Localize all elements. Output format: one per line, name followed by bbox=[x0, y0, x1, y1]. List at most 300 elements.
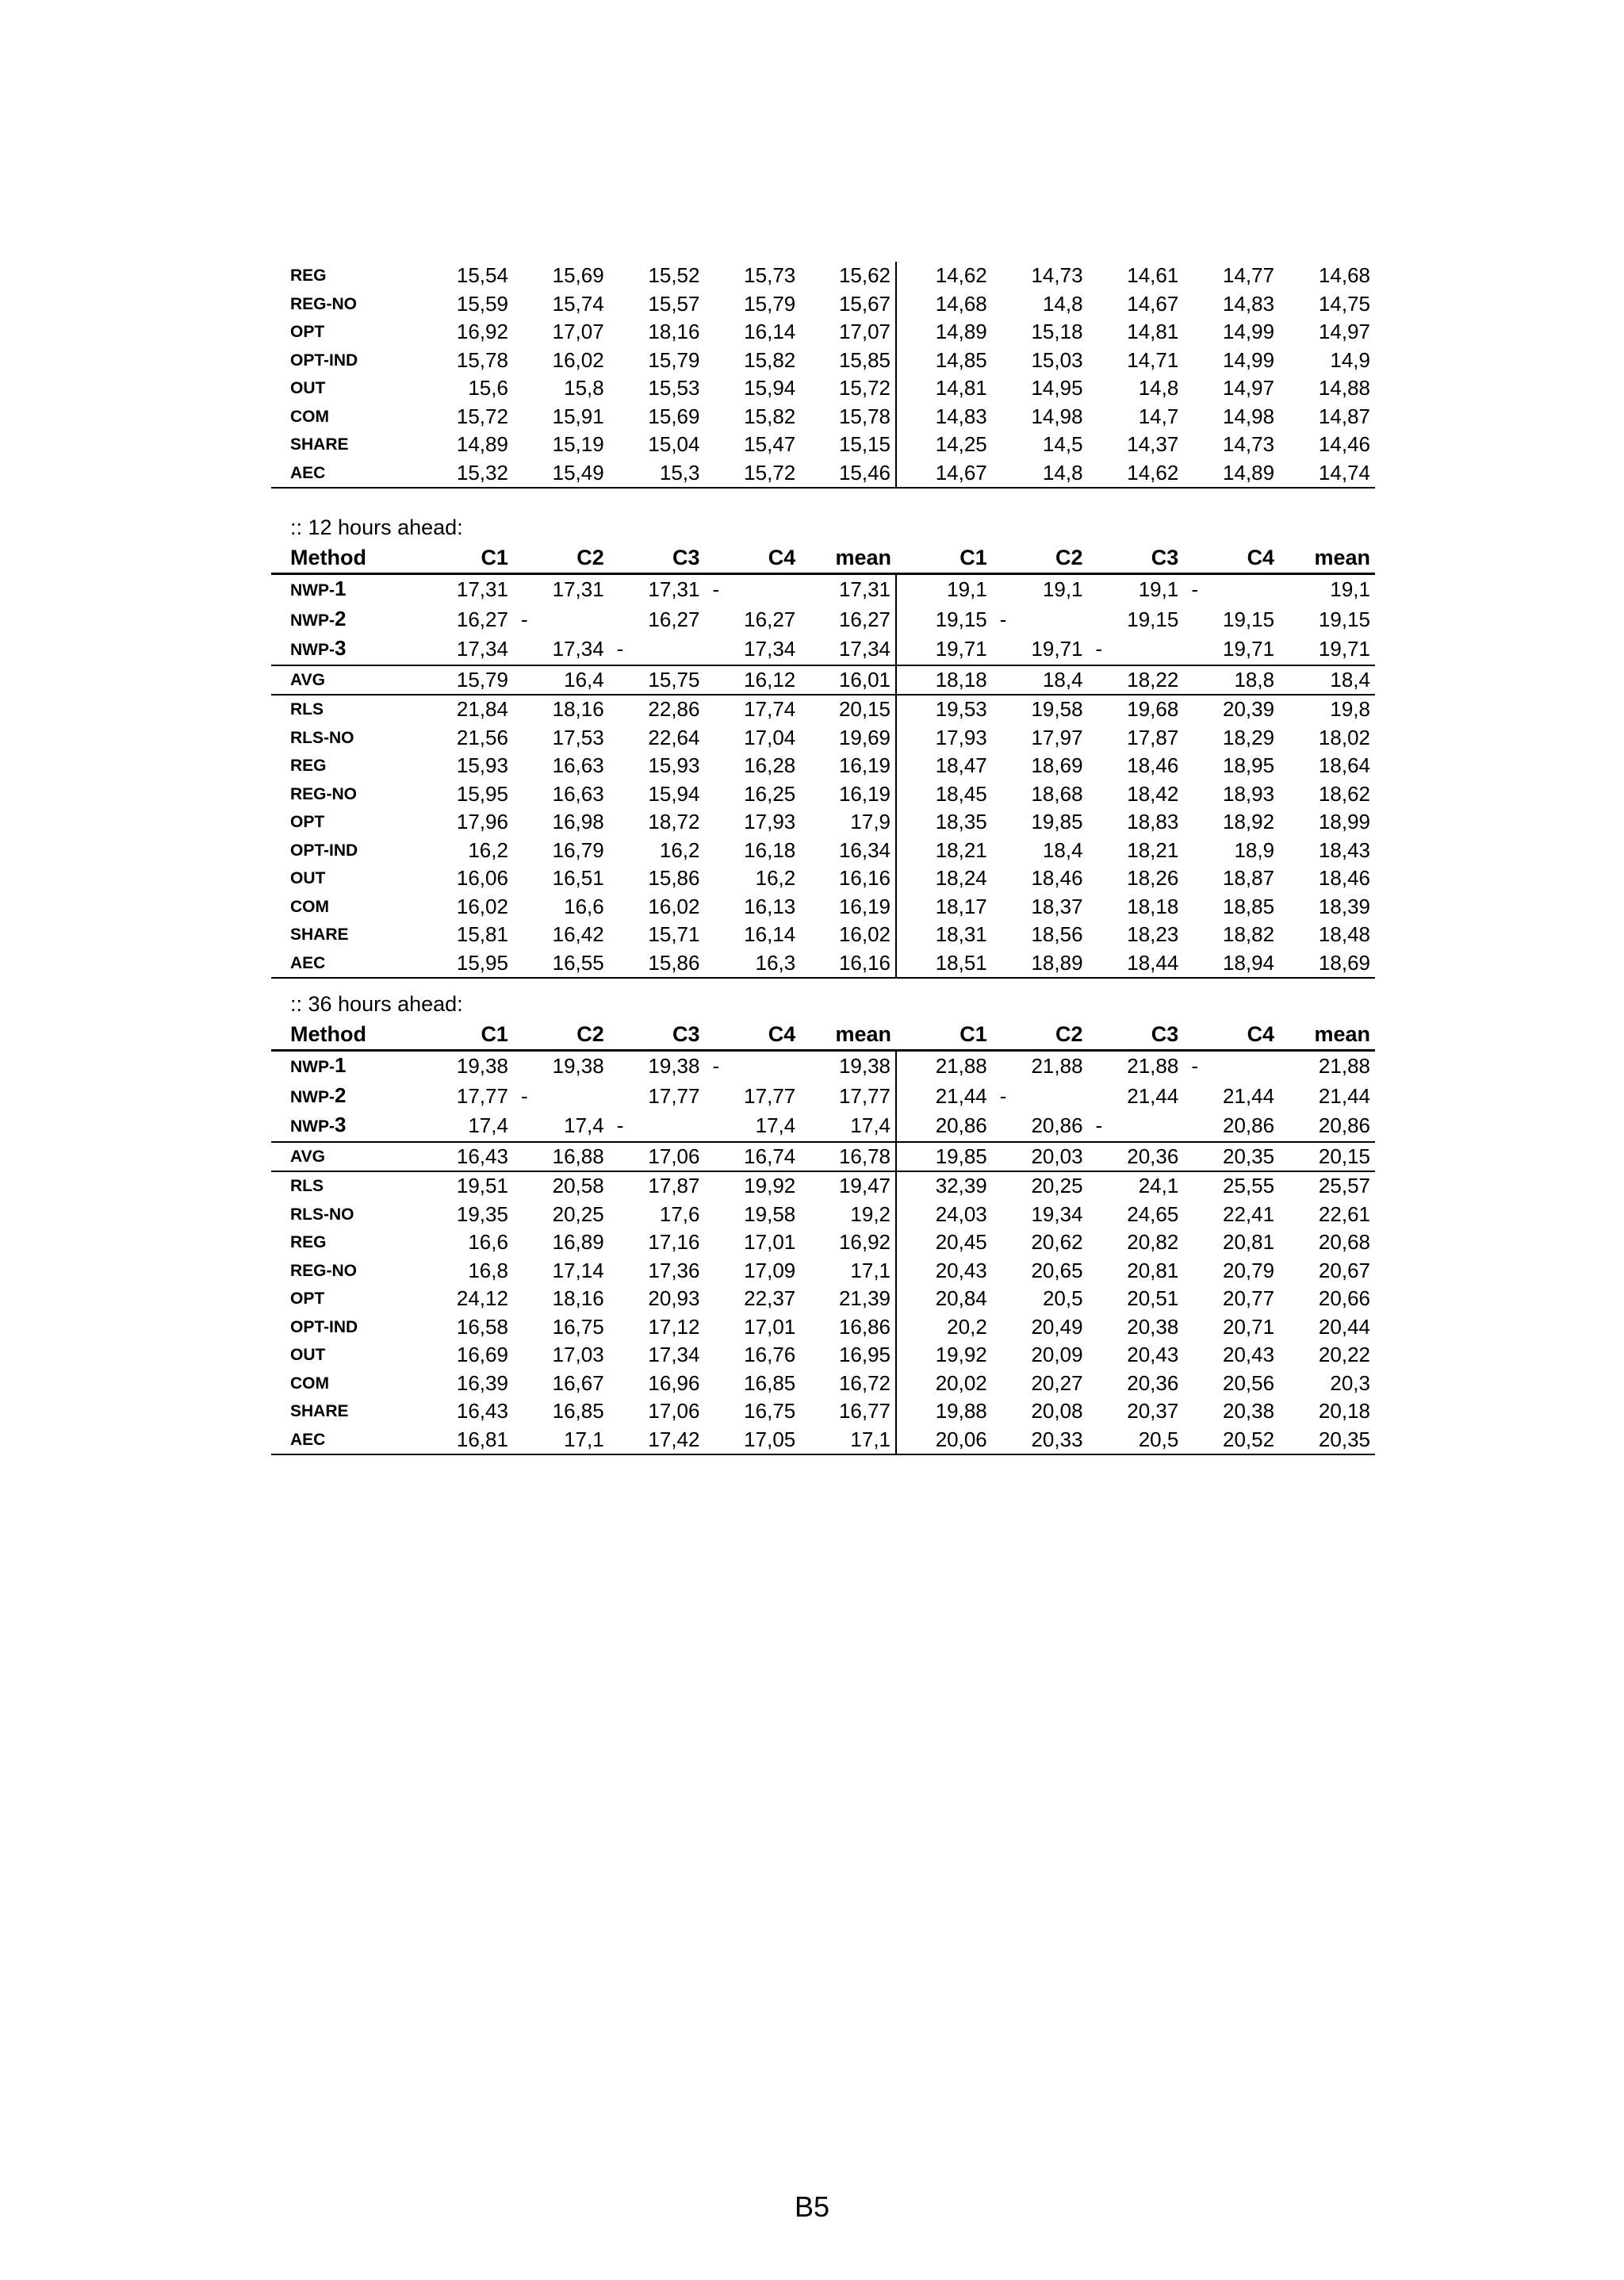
table-cell: 19,15 bbox=[1223, 607, 1275, 631]
method-label bbox=[271, 724, 417, 753]
table-header-row bbox=[271, 1019, 1375, 1051]
table-cell: 15,73 bbox=[744, 263, 796, 287]
table-cell: 17,77 bbox=[648, 1083, 700, 1108]
table-cell: 22,41 bbox=[1223, 1201, 1275, 1226]
table-cell: 16,95 bbox=[800, 1341, 896, 1370]
table-row bbox=[271, 1426, 1375, 1455]
column-header: C1 bbox=[481, 1022, 508, 1046]
method-name: NWP- bbox=[290, 1058, 335, 1076]
table-cell: 21,44 bbox=[1318, 1083, 1370, 1108]
method-suffix: 1 bbox=[335, 577, 347, 600]
table-cell: 20,5 bbox=[1042, 1286, 1083, 1310]
table-row bbox=[271, 1201, 1375, 1229]
table-cell: 15,8 bbox=[564, 376, 604, 400]
table-cell: 15,72 bbox=[704, 459, 800, 489]
method-label bbox=[271, 605, 417, 635]
table-cell: 20,49 bbox=[1031, 1314, 1083, 1339]
table-cell: 16,69 bbox=[456, 1343, 508, 1366]
table-cell: 18,85 bbox=[1223, 894, 1275, 918]
method-name: NWP- bbox=[290, 581, 335, 600]
table-cell: 18,51 bbox=[896, 949, 992, 979]
table-cell: 16,12 bbox=[704, 665, 800, 695]
table-cell: 15,72 bbox=[456, 404, 508, 428]
table-cell: 15,95 bbox=[417, 949, 513, 979]
method-name: NWP- bbox=[290, 641, 335, 659]
table-cell: 17,74 bbox=[744, 697, 796, 721]
method-name: REG bbox=[290, 266, 327, 285]
table-cell: 15,93 bbox=[456, 753, 508, 777]
table-cell: 16,14 bbox=[744, 320, 796, 343]
table-cell: 17,34 bbox=[513, 634, 609, 665]
table-cell: 16,18 bbox=[744, 837, 796, 862]
table-cell: 18,18 bbox=[896, 665, 992, 695]
table-cell: 19,1 bbox=[1138, 577, 1179, 601]
table-cell: 18,31 bbox=[935, 922, 987, 946]
table-cell: 20,3 bbox=[1330, 1370, 1370, 1395]
table-cell: 16,02 bbox=[800, 921, 896, 949]
table-cell: 19,38 bbox=[456, 1054, 508, 1078]
page-number: B5 bbox=[794, 2190, 830, 2223]
table-cell: 20,82 bbox=[1127, 1230, 1179, 1254]
table-cell: 19,38 bbox=[552, 1054, 604, 1078]
table-cell: 16,27 bbox=[744, 607, 796, 631]
table-cell: 25,55 bbox=[1223, 1174, 1275, 1197]
table-cell: 19,85 bbox=[896, 1142, 992, 1172]
method-label bbox=[271, 1257, 417, 1286]
table-row bbox=[271, 403, 1375, 431]
table-cell: 16,58 bbox=[456, 1314, 508, 1339]
table-cell: 21,39 bbox=[800, 1285, 896, 1313]
table-cell: 21,44 bbox=[1127, 1083, 1179, 1108]
table-cell: - bbox=[520, 1083, 528, 1108]
table-cell: 18,16 bbox=[648, 320, 700, 343]
table-row bbox=[271, 695, 1375, 724]
table-cell: 18,46 bbox=[1127, 753, 1179, 777]
method-name: COM bbox=[290, 407, 329, 426]
table-cell: 16,78 bbox=[800, 1142, 896, 1172]
method-name: RLS bbox=[290, 1177, 324, 1195]
table-cell: 20,38 bbox=[1223, 1399, 1275, 1423]
method-label bbox=[271, 1285, 417, 1313]
table-cell: 15,82 bbox=[744, 347, 796, 372]
table-cell: 21,88 bbox=[935, 1054, 987, 1078]
method-name: AEC bbox=[290, 1430, 326, 1449]
table-cell: 16,19 bbox=[800, 780, 896, 809]
table-cell: 19,53 bbox=[935, 697, 987, 721]
table-row bbox=[271, 921, 1375, 949]
table-cell: 14,89 bbox=[935, 320, 987, 343]
table-cell: 17,01 bbox=[744, 1314, 796, 1339]
table-cell: 14,85 bbox=[935, 347, 987, 372]
table-cell: 15,19 bbox=[552, 432, 604, 456]
table-row bbox=[271, 1341, 1375, 1370]
table-cell: 14,62 bbox=[1088, 459, 1184, 489]
table-cell: 17,36 bbox=[648, 1258, 700, 1282]
table-header-row bbox=[271, 542, 1375, 574]
table-cell: 19,38 bbox=[648, 1054, 700, 1078]
method-suffix: 2 bbox=[335, 606, 347, 630]
table-cell: 16,79 bbox=[552, 837, 604, 862]
method-label bbox=[271, 403, 417, 431]
table-cell: 20,77 bbox=[1223, 1286, 1275, 1310]
table-cell: 17,77 bbox=[744, 1083, 796, 1108]
table-cell: 18,45 bbox=[935, 781, 987, 806]
table-cell: 17,07 bbox=[552, 320, 604, 343]
table-row bbox=[271, 318, 1375, 347]
column-header: C3 bbox=[672, 546, 700, 569]
table-cell: 24,1 bbox=[1138, 1174, 1179, 1197]
table-cell: 19,92 bbox=[935, 1343, 987, 1366]
table-cell: 14,8 bbox=[1138, 376, 1179, 400]
method-label bbox=[271, 893, 417, 922]
table-row bbox=[271, 949, 1375, 979]
table-row bbox=[271, 290, 1375, 319]
table-cell: 16,76 bbox=[744, 1343, 796, 1366]
table-row bbox=[271, 347, 1375, 375]
table-cell: 17,34 bbox=[417, 634, 513, 665]
method-name: NWP- bbox=[290, 611, 335, 630]
column-header: mean bbox=[1314, 1022, 1370, 1046]
method-suffix: 1 bbox=[335, 1053, 347, 1077]
method-suffix: 3 bbox=[335, 1113, 347, 1136]
table-cell: 17,04 bbox=[744, 725, 796, 749]
table-cell: 20,02 bbox=[935, 1370, 987, 1395]
table-cell: 18,43 bbox=[1318, 837, 1370, 862]
table-cell: 16,74 bbox=[704, 1142, 800, 1172]
column-header: Method bbox=[290, 546, 366, 569]
table-cell: 16,13 bbox=[744, 894, 796, 918]
table-cell: 22,37 bbox=[744, 1286, 796, 1310]
table-row bbox=[271, 1257, 1375, 1286]
table-cell: 16,86 bbox=[800, 1313, 896, 1342]
table-cell: 15,59 bbox=[456, 291, 508, 316]
table-cell: 20,18 bbox=[1318, 1399, 1370, 1423]
table-cell: 19,71 bbox=[896, 634, 992, 665]
method-label bbox=[271, 1171, 417, 1201]
table-cell: 18,18 bbox=[1127, 894, 1179, 918]
table-cell: 18,23 bbox=[1127, 922, 1179, 946]
method-name: SHARE bbox=[290, 435, 349, 454]
table-cell: 16,6 bbox=[564, 894, 604, 918]
table-cell: 21,88 bbox=[1318, 1054, 1370, 1078]
table-cell: 16,02 bbox=[456, 894, 508, 918]
table-cell: 15,85 bbox=[800, 347, 896, 375]
table-cell: 22,64 bbox=[648, 725, 700, 749]
table-cell: 16,85 bbox=[744, 1370, 796, 1395]
table-cell: 14,25 bbox=[935, 432, 987, 456]
table-cell: 16,92 bbox=[456, 320, 508, 343]
table-cell: 17,16 bbox=[648, 1230, 700, 1254]
table-cell: 20,44 bbox=[1318, 1314, 1370, 1339]
table-cell: 18,46 bbox=[1318, 866, 1370, 890]
table-cell: - bbox=[609, 1111, 705, 1142]
table-cell: 18,46 bbox=[1031, 866, 1083, 890]
method-name: REG bbox=[290, 1233, 327, 1251]
table-cell: 24,12 bbox=[456, 1286, 508, 1310]
table-cell: 18,02 bbox=[1318, 725, 1370, 749]
table-cell: 18,56 bbox=[1031, 922, 1083, 946]
table-cell: 16,92 bbox=[800, 1228, 896, 1257]
method-name: AEC bbox=[290, 463, 326, 482]
method-label bbox=[271, 1313, 417, 1342]
table-row bbox=[271, 1082, 1375, 1112]
table-cell: 17,77 bbox=[456, 1083, 508, 1108]
table-cell: 17,42 bbox=[609, 1426, 705, 1455]
table-cell: 14,75 bbox=[1318, 291, 1370, 316]
table-cell: 16,4 bbox=[513, 665, 609, 695]
table-cell: 22,61 bbox=[1318, 1201, 1370, 1226]
table-row bbox=[271, 1370, 1375, 1398]
table-cell: 14,46 bbox=[1318, 432, 1370, 456]
method-label bbox=[271, 949, 417, 979]
table-cell: 18,83 bbox=[1127, 810, 1179, 833]
table-cell: 14,67 bbox=[1127, 291, 1179, 316]
table-cell: 16,81 bbox=[417, 1426, 513, 1455]
table-cell: 14,37 bbox=[1127, 432, 1179, 456]
table-cell: 18,92 bbox=[1223, 810, 1275, 833]
table-cell: 18,94 bbox=[1183, 949, 1279, 979]
table-cell: 14,9 bbox=[1330, 347, 1370, 372]
method-name: AVG bbox=[290, 670, 325, 689]
table-cell: 19,69 bbox=[800, 724, 896, 753]
table-cell: 17,31 bbox=[552, 577, 604, 601]
table-cell: 14,83 bbox=[1223, 291, 1275, 316]
table-cell: 20,65 bbox=[1031, 1258, 1083, 1282]
table-cell: 15,79 bbox=[648, 347, 700, 372]
table-cell: 16,27 bbox=[800, 605, 896, 635]
table-cell: 18,9 bbox=[1234, 837, 1275, 862]
table-cell: 16,39 bbox=[456, 1370, 508, 1395]
table-cell: 16,75 bbox=[552, 1314, 604, 1339]
table-cell: 20,67 bbox=[1318, 1258, 1370, 1282]
table-cell: 20,81 bbox=[1223, 1230, 1275, 1254]
column-header: C1 bbox=[481, 546, 508, 569]
table-cell: 20,58 bbox=[552, 1174, 604, 1197]
table-cell: 20,03 bbox=[992, 1142, 1088, 1172]
table-cell: 20,22 bbox=[1318, 1343, 1370, 1366]
table-cell: 17,05 bbox=[704, 1426, 800, 1455]
method-label bbox=[271, 1082, 417, 1112]
table-cell: 20,81 bbox=[1127, 1258, 1179, 1282]
table-row bbox=[271, 808, 1375, 837]
method-name: REG bbox=[290, 757, 327, 775]
method-label bbox=[271, 290, 417, 319]
table-cell: 16,96 bbox=[648, 1370, 700, 1395]
table-cell: 14,99 bbox=[1223, 347, 1275, 372]
table-cell: 20,35 bbox=[1279, 1426, 1375, 1455]
method-label bbox=[271, 864, 417, 893]
method-name: REG-NO bbox=[290, 294, 357, 313]
method-label bbox=[271, 1370, 417, 1398]
column-header: C1 bbox=[959, 1022, 987, 1046]
table-cell: - bbox=[520, 607, 528, 631]
table-cell: 18,44 bbox=[1088, 949, 1184, 979]
method-name: SHARE bbox=[290, 925, 349, 944]
table-cell: 18,69 bbox=[1031, 753, 1083, 777]
method-name: OPT-IND bbox=[290, 1317, 358, 1336]
table-row bbox=[271, 374, 1375, 403]
table-cell: 14,88 bbox=[1318, 376, 1370, 400]
table-cell: 20,43 bbox=[1223, 1343, 1275, 1366]
column-header: C4 bbox=[768, 1022, 796, 1046]
table-cell: 14,8 bbox=[1042, 291, 1083, 316]
table-cell: 15,86 bbox=[648, 866, 700, 890]
table-cell: 14,71 bbox=[1127, 347, 1179, 372]
table-row bbox=[271, 893, 1375, 922]
table-row bbox=[271, 431, 1375, 459]
table-cell: 17,14 bbox=[552, 1258, 604, 1282]
table-cell: 18,93 bbox=[1223, 781, 1275, 806]
table-cell: 14,8 bbox=[992, 459, 1088, 489]
table-cell: 15,78 bbox=[456, 347, 508, 372]
table-cell: 17,31 bbox=[648, 577, 700, 601]
method-label bbox=[271, 665, 417, 695]
table-cell: 17,9 bbox=[800, 808, 896, 837]
table-cell: 17,4 bbox=[513, 1111, 609, 1142]
table-cell: 21,84 bbox=[456, 697, 508, 721]
table-cell: 14,7 bbox=[1138, 404, 1179, 428]
table-cell: 17,34 bbox=[704, 634, 800, 665]
method-name: NWP- bbox=[290, 1087, 335, 1106]
table-cell: 18,39 bbox=[1318, 894, 1370, 918]
table-cell: 21,44 bbox=[1223, 1083, 1275, 1108]
table-cell: 16,01 bbox=[800, 665, 896, 695]
method-suffix: 3 bbox=[335, 636, 347, 660]
table-cell: 20,43 bbox=[935, 1258, 987, 1282]
column-header: mean bbox=[835, 1022, 892, 1046]
table-cell: 16,2 bbox=[755, 866, 796, 890]
method-name: RLS-NO bbox=[290, 728, 354, 747]
table-row bbox=[271, 1171, 1375, 1201]
table-cell: 19,51 bbox=[456, 1174, 508, 1197]
table-cell: 18,21 bbox=[1127, 837, 1179, 862]
table-cell: 15,86 bbox=[609, 949, 705, 979]
table-cell: 15,95 bbox=[456, 781, 508, 806]
table-cell: 18,4 bbox=[992, 665, 1088, 695]
table-cell: 18,95 bbox=[1223, 753, 1275, 777]
table-cell: 14,95 bbox=[1031, 376, 1083, 400]
table-cell: 15,47 bbox=[744, 432, 796, 456]
method-name: REG-NO bbox=[290, 784, 357, 803]
table-cell: 15,49 bbox=[513, 459, 609, 489]
table-cell: 15,18 bbox=[1031, 320, 1083, 343]
table-cell: 15,74 bbox=[552, 291, 604, 316]
table-cell: 16,2 bbox=[659, 837, 700, 862]
table-cell: 16,42 bbox=[552, 922, 604, 946]
table-cell: 14,81 bbox=[935, 376, 987, 400]
table-cell: 15,46 bbox=[800, 459, 896, 489]
table-cell: 18,69 bbox=[1279, 949, 1375, 979]
table-cell: 18,37 bbox=[1031, 894, 1083, 918]
table-cell: 19,8 bbox=[1330, 697, 1370, 721]
table-cell: 15,71 bbox=[648, 922, 700, 946]
table-cell: - bbox=[1088, 634, 1184, 665]
table-cell: 17,4 bbox=[800, 1111, 896, 1142]
table-cell: 17,87 bbox=[648, 1174, 700, 1197]
table-cell: 20,27 bbox=[1031, 1370, 1083, 1395]
method-label bbox=[271, 347, 417, 375]
table-cell: 20,09 bbox=[1031, 1343, 1083, 1366]
table-cell: 20,38 bbox=[1127, 1314, 1179, 1339]
method-name: OPT bbox=[290, 323, 325, 341]
table-cell: 15,79 bbox=[744, 291, 796, 316]
results-table-continued bbox=[271, 262, 1375, 489]
table-cell: 16,43 bbox=[417, 1142, 513, 1172]
table-cell: 17,07 bbox=[800, 318, 896, 347]
table-cell: 17,53 bbox=[552, 725, 604, 749]
table-cell: 19,58 bbox=[1031, 697, 1083, 721]
table-cell: 18,26 bbox=[1127, 866, 1179, 890]
table-cell: 16,02 bbox=[648, 894, 700, 918]
table-row bbox=[271, 459, 1375, 489]
table-cell: 16,16 bbox=[800, 864, 896, 893]
table-cell: 20,51 bbox=[1127, 1286, 1179, 1310]
table-cell: 20,86 bbox=[896, 1111, 992, 1142]
column-header: C3 bbox=[1151, 1022, 1179, 1046]
results-table-12h bbox=[271, 542, 1375, 979]
table-cell: 14,73 bbox=[1031, 263, 1083, 287]
method-name: AVG bbox=[290, 1147, 325, 1166]
method-name: SHARE bbox=[290, 1402, 349, 1420]
column-header: C4 bbox=[768, 546, 796, 569]
method-label bbox=[271, 459, 417, 489]
table-cell: 18,42 bbox=[1127, 781, 1179, 806]
table-cell: 16,67 bbox=[552, 1370, 604, 1395]
table-cell: 20,71 bbox=[1223, 1314, 1275, 1339]
table-cell: 19,38 bbox=[800, 1051, 896, 1082]
column-header: C2 bbox=[576, 546, 604, 569]
table-cell: 15,53 bbox=[648, 376, 700, 400]
table-cell: 20,33 bbox=[992, 1426, 1088, 1455]
table-cell: 14,67 bbox=[896, 459, 992, 489]
table-cell: 14,5 bbox=[1042, 432, 1083, 456]
column-header: C2 bbox=[576, 1022, 604, 1046]
table-row bbox=[271, 1111, 1375, 1142]
column-header: C3 bbox=[672, 1022, 700, 1046]
table-cell: 15,69 bbox=[552, 263, 604, 287]
table-cell: 16,85 bbox=[552, 1399, 604, 1423]
table-cell: 19,1 bbox=[1330, 577, 1370, 601]
table-cell: 21,56 bbox=[456, 725, 508, 749]
table-cell: 15,32 bbox=[417, 459, 513, 489]
method-name: REG-NO bbox=[290, 1261, 357, 1280]
table-row bbox=[271, 665, 1375, 695]
table-cell: 19,68 bbox=[1127, 697, 1179, 721]
table-cell: 16,34 bbox=[800, 837, 896, 865]
table-row bbox=[271, 1285, 1375, 1313]
table-cell: 16,27 bbox=[456, 607, 508, 631]
caption-36-hours: :: 36 hours ahead: bbox=[290, 992, 463, 1016]
table-cell: 18,47 bbox=[935, 753, 987, 777]
table-cell: 16,63 bbox=[552, 753, 604, 777]
table-cell: 14,61 bbox=[1127, 263, 1179, 287]
table-row bbox=[271, 1051, 1375, 1082]
table-cell: - bbox=[609, 634, 705, 665]
table-cell: 15,62 bbox=[800, 262, 896, 290]
table-cell: 17,03 bbox=[552, 1343, 604, 1366]
column-header: C2 bbox=[1055, 546, 1083, 569]
table-row bbox=[271, 837, 1375, 865]
method-label bbox=[271, 1426, 417, 1455]
table-cell: 19,1 bbox=[1042, 577, 1083, 601]
table-cell: - bbox=[999, 1083, 1007, 1108]
table-cell: 18,4 bbox=[1042, 837, 1083, 862]
results-table-36h bbox=[271, 1019, 1375, 1455]
method-label bbox=[271, 1341, 417, 1370]
table-cell: 16,19 bbox=[800, 752, 896, 780]
table-cell: 24,03 bbox=[935, 1201, 987, 1226]
table-cell: - bbox=[712, 577, 720, 601]
